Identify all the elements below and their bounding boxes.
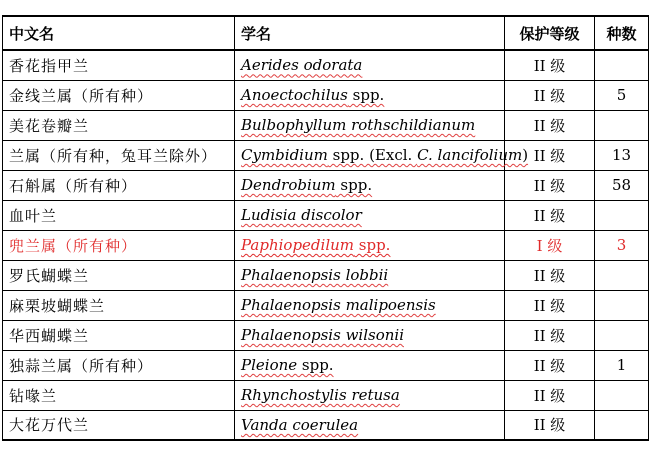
protected-orchids-table	[2, 15, 649, 441]
cell-species-count: 3	[595, 230, 649, 260]
scientific-name-plain-part: spp.	[354, 236, 391, 254]
cell-chinese-name: 大花万代兰	[3, 410, 235, 440]
table-row	[3, 290, 649, 320]
cell-protection-level: II 级	[505, 350, 595, 380]
cell-protection-level: II 级	[505, 380, 595, 410]
cell-species-count: 58	[595, 170, 649, 200]
cell-scientific-name	[235, 110, 505, 140]
scientific-name-italic-part: Phalaenopsis wilsonii	[241, 326, 404, 344]
scientific-name-italic-part: Vanda coerulea	[241, 415, 359, 434]
scientific-name-text	[241, 86, 384, 104]
table-row	[3, 380, 649, 410]
cell-protection-level: II 级	[505, 200, 595, 230]
cell-chinese-name: 兰属（所有种，兔耳兰除外）	[3, 140, 235, 170]
table-row	[3, 110, 649, 140]
scientific-name-text	[241, 146, 528, 164]
cell-chinese-name: 香花指甲兰	[3, 50, 235, 80]
cell-chinese-name: 华西蝴蝶兰	[3, 320, 235, 350]
table-row	[3, 140, 649, 170]
cell-chinese-name: 兜兰属（所有种）	[3, 230, 235, 260]
cell-scientific-name	[235, 230, 505, 260]
cell-chinese-name: 罗氏蝴蝶兰	[3, 260, 235, 290]
cell-species-count: 1	[595, 350, 649, 380]
scientific-name-italic-part: C. lancifolium	[417, 146, 523, 164]
table-row	[3, 230, 649, 260]
scientific-name-italic-part: Pleione	[241, 356, 298, 374]
scientific-name-plain-part: spp. (Excl.	[327, 146, 418, 164]
cell-species-count	[595, 410, 649, 440]
header-species-count: 种数	[595, 16, 649, 50]
header-chinese-name: 中文名	[3, 16, 235, 50]
scientific-name-plain-part: spp.	[347, 86, 385, 104]
cell-scientific-name	[235, 350, 505, 380]
scientific-name-text	[241, 236, 390, 254]
cell-scientific-name	[235, 290, 505, 320]
table-body	[3, 50, 649, 440]
cell-scientific-name	[235, 50, 505, 80]
cell-scientific-name	[235, 80, 505, 110]
cell-scientific-name	[235, 260, 505, 290]
cell-protection-level: II 级	[505, 320, 595, 350]
cell-chinese-name: 独蒜兰属（所有种）	[3, 350, 235, 380]
scientific-name-text	[241, 296, 436, 314]
scientific-name-italic-part: Aerides odorata	[241, 56, 363, 75]
scientific-name-text	[241, 356, 334, 374]
cell-chinese-name: 金线兰属（所有种）	[3, 80, 235, 110]
scientific-name-text	[241, 326, 404, 344]
scientific-name-text	[241, 206, 362, 224]
header-scientific-name: 学名	[235, 16, 505, 50]
scientific-name-text	[241, 116, 475, 134]
table-row	[3, 170, 649, 200]
table-row	[3, 260, 649, 290]
table-row	[3, 80, 649, 110]
cell-species-count: 5	[595, 80, 649, 110]
table-row	[3, 50, 649, 80]
cell-species-count: 13	[595, 140, 649, 170]
scientific-name-plain-part: spp.	[297, 356, 334, 374]
cell-chinese-name: 血叶兰	[3, 200, 235, 230]
cell-chinese-name: 钻喙兰	[3, 380, 235, 410]
cell-protection-level: II 级	[505, 260, 595, 290]
scientific-name-italic-part: Phalaenopsis malipoensis	[241, 296, 436, 314]
scientific-name-text	[241, 416, 358, 434]
scientific-name-italic-part: Paphiopedilum	[241, 236, 355, 254]
cell-species-count	[595, 290, 649, 320]
cell-scientific-name	[235, 140, 529, 170]
scientific-name-text	[241, 386, 400, 404]
header-protection-level: 保护等级	[505, 16, 595, 50]
scientific-name-italic-part: Anoectochilus	[241, 86, 348, 104]
cell-protection-level: I 级	[505, 230, 595, 260]
cell-species-count	[595, 200, 649, 230]
cell-species-count	[595, 50, 649, 80]
scientific-name-italic-part: Rhynchostylis retusa	[241, 386, 400, 404]
table-row	[3, 200, 649, 230]
table-row	[3, 410, 649, 440]
table-header-row	[3, 16, 649, 50]
cell-chinese-name: 石斛属（所有种）	[3, 170, 235, 200]
table-row	[3, 350, 649, 380]
cell-protection-level: II 级	[505, 110, 595, 140]
cell-scientific-name	[235, 320, 505, 350]
scientific-name-italic-part: Cymbidium	[241, 146, 328, 164]
table-row	[3, 320, 649, 350]
scientific-name-text	[241, 266, 388, 284]
cell-scientific-name	[235, 380, 505, 410]
cell-protection-level: II 级	[505, 140, 595, 170]
cell-species-count	[595, 380, 649, 410]
scientific-name-text	[241, 56, 362, 74]
cell-protection-level: II 级	[505, 410, 595, 440]
cell-protection-level: II 级	[505, 290, 595, 320]
scientific-name-text	[241, 176, 372, 194]
scientific-name-italic-part: Dendrobium	[241, 176, 336, 194]
cell-scientific-name	[235, 170, 505, 200]
cell-scientific-name	[235, 410, 505, 440]
cell-species-count	[595, 110, 649, 140]
cell-species-count	[595, 260, 649, 290]
cell-scientific-name	[235, 200, 505, 230]
cell-species-count	[595, 320, 649, 350]
scientific-name-italic-part: Phalaenopsis lobbii	[241, 266, 389, 284]
cell-chinese-name: 美花卷瓣兰	[3, 110, 235, 140]
cell-protection-level: II 级	[505, 170, 595, 200]
cell-protection-level: II 级	[505, 50, 595, 80]
cell-chinese-name: 麻栗坡蝴蝶兰	[3, 290, 235, 320]
cell-protection-level: II 级	[505, 80, 595, 110]
scientific-name-plain-part: spp.	[335, 176, 373, 194]
scientific-name-italic-part: Ludisia discolor	[241, 206, 362, 224]
scientific-name-italic-part: Bulbophyllum rothschildianum	[241, 116, 476, 134]
scientific-name-plain-part: )	[522, 146, 529, 164]
